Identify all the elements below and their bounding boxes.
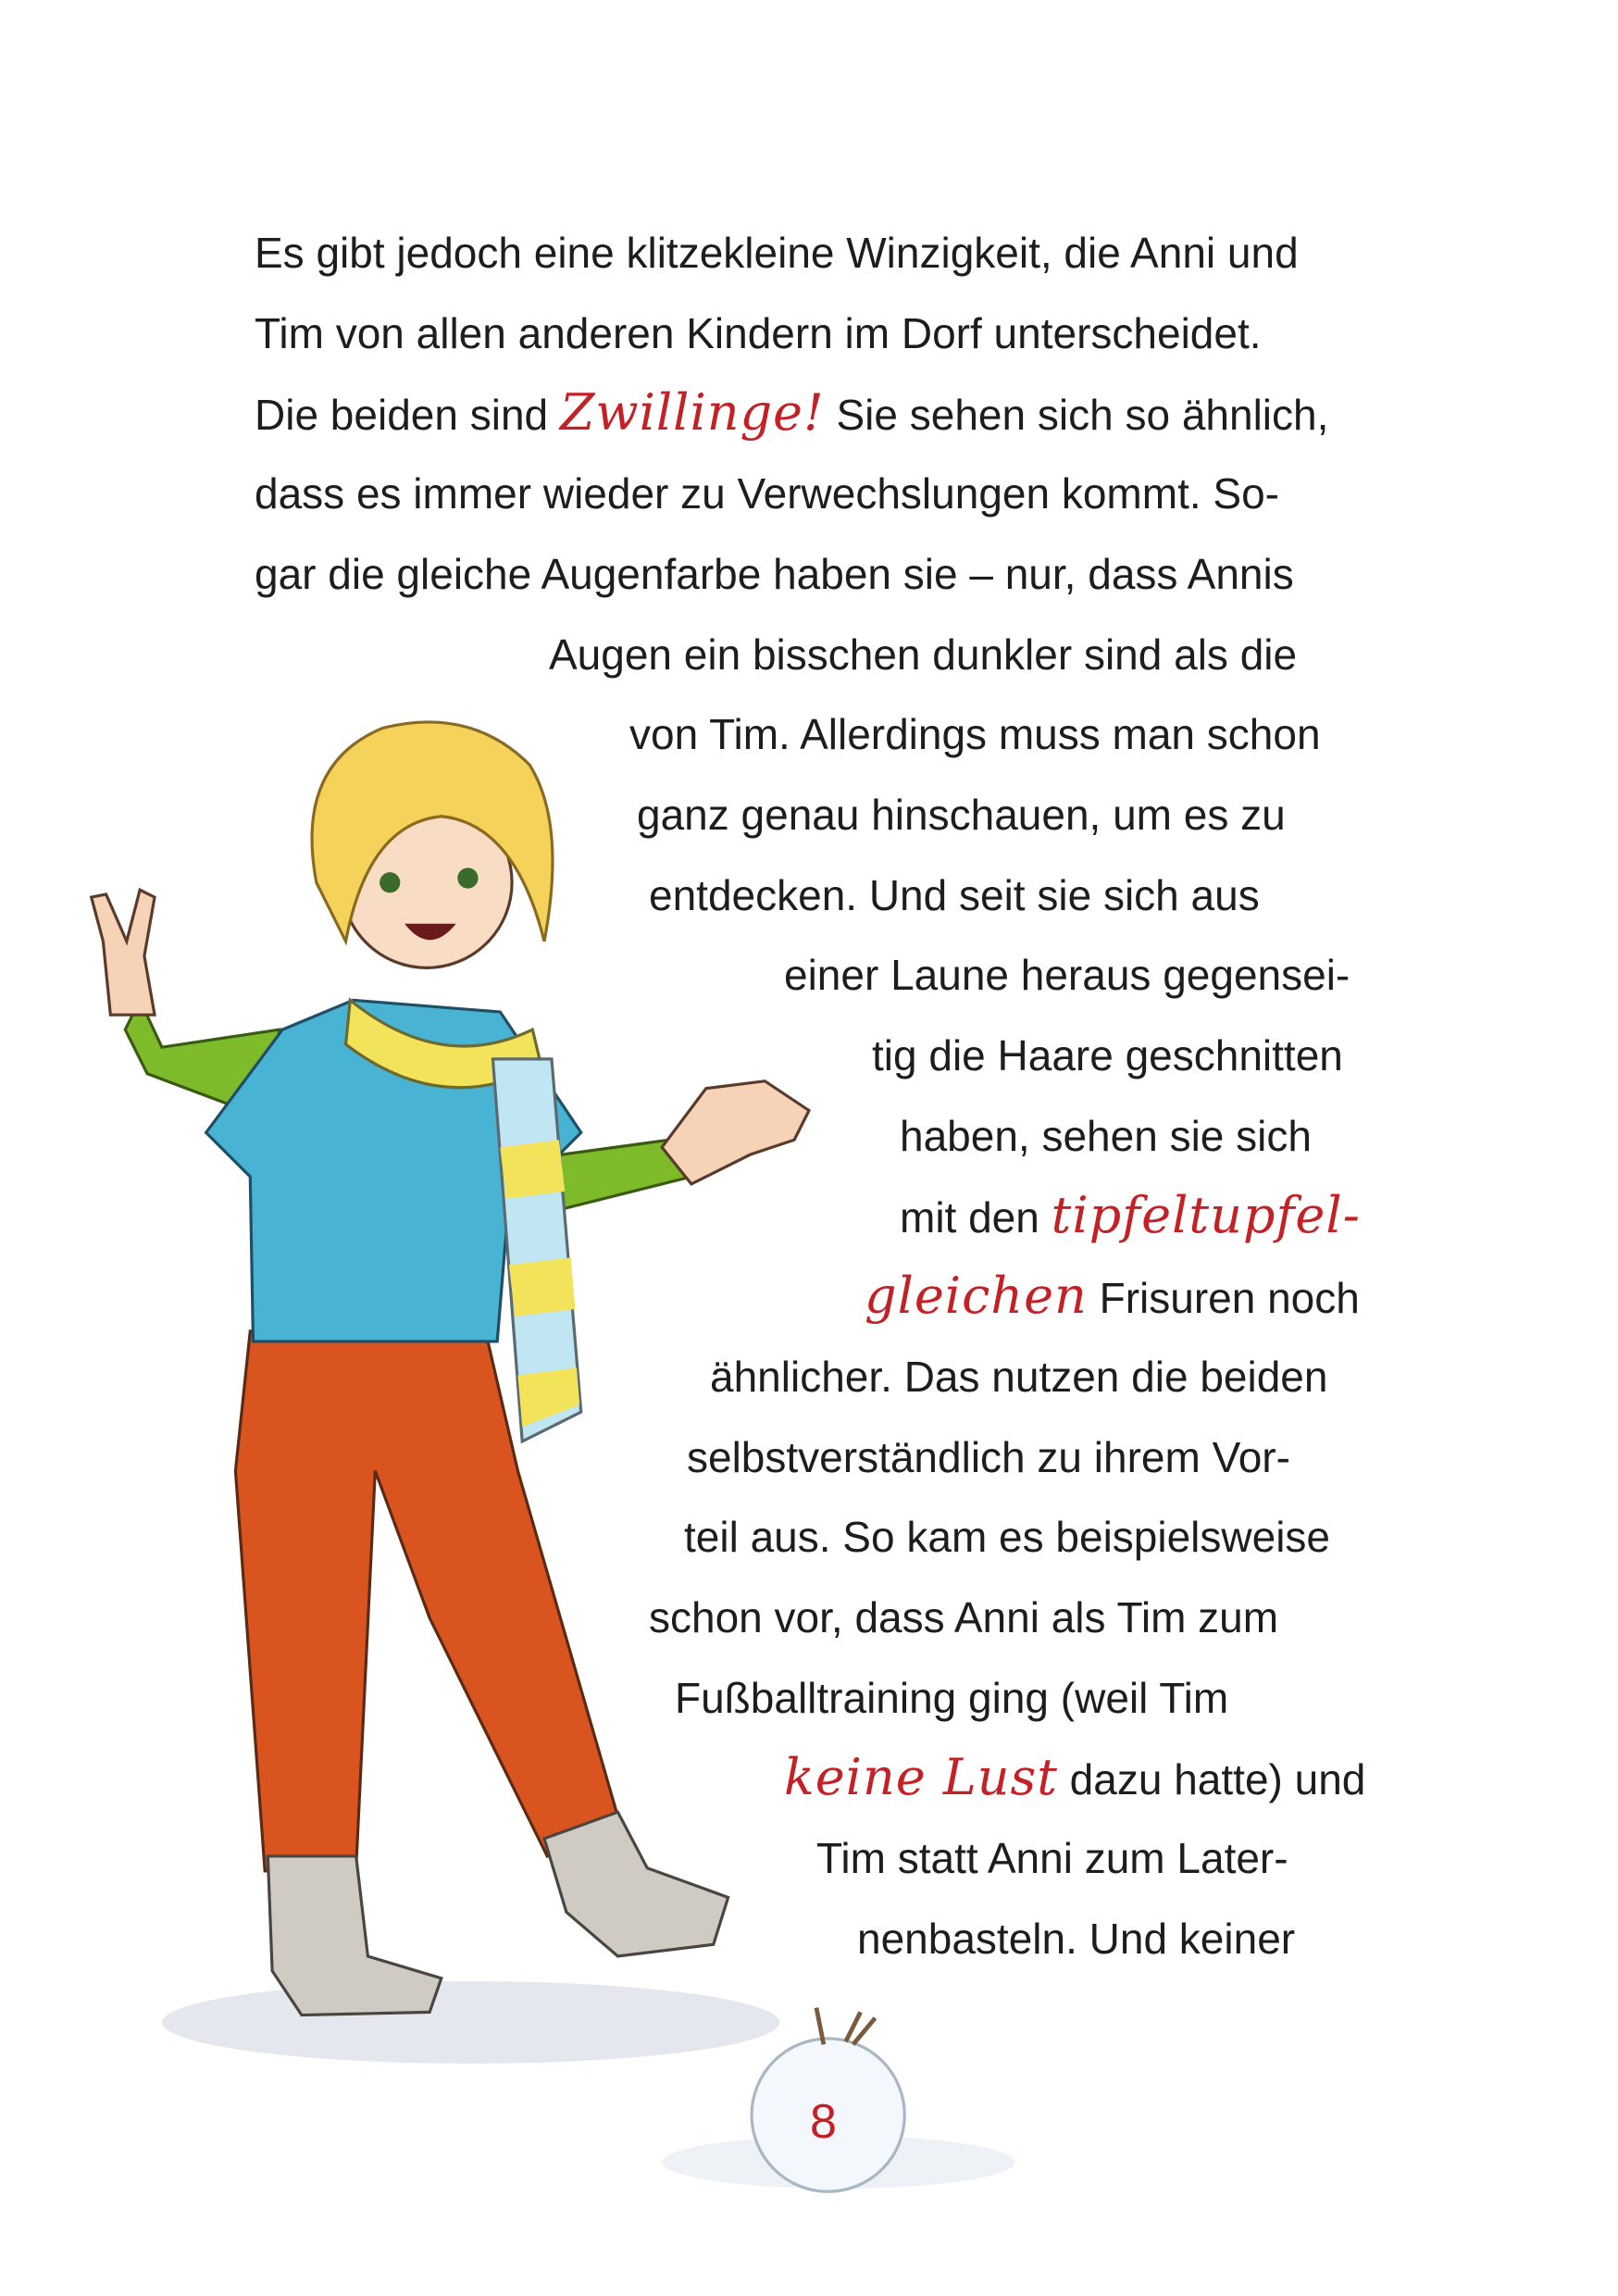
text-segment: dazu hatte) und bbox=[1057, 1755, 1366, 1804]
text-segment: Sie sehen sich so ähnlich, bbox=[824, 391, 1329, 440]
text-line bbox=[872, 1028, 1343, 1083]
highlighted-word: Zwillinge! bbox=[559, 383, 825, 443]
text-segment: Fußballtraining ging (weil Tim bbox=[675, 1673, 1229, 1722]
shadow bbox=[162, 1981, 779, 2064]
text-line bbox=[710, 1349, 1327, 1404]
text-segment: einer Laune heraus gegensei- bbox=[784, 951, 1350, 1000]
text-line bbox=[865, 1268, 1360, 1326]
text-segment: Es gibt jedoch eine klitzekleine Winzigkeit, die Anni und bbox=[255, 229, 1299, 277]
highlighted-word: tipfeltupfel- bbox=[1051, 1186, 1361, 1245]
page-number: 8 bbox=[810, 2095, 837, 2149]
text-segment: teil aus. So kam es beispielsweise bbox=[684, 1513, 1330, 1562]
text-segment: dass es immer wieder zu Verwechslungen kommt. So- bbox=[255, 469, 1279, 518]
text-segment: Tim von allen anderen Kindern im Dorf unterscheidet. bbox=[255, 308, 1262, 357]
text-line bbox=[255, 225, 1299, 281]
text-line bbox=[684, 1509, 1330, 1565]
text-segment: ganz genau hinschauen, um es zu bbox=[637, 790, 1286, 839]
text-line bbox=[255, 385, 1328, 443]
text-line bbox=[649, 1590, 1278, 1645]
text-line bbox=[255, 466, 1279, 521]
text-segment: mit den bbox=[900, 1193, 1052, 1242]
text-segment: haben, sehen sie sich bbox=[900, 1111, 1312, 1160]
text-segment: Frisuren noch bbox=[1087, 1274, 1360, 1323]
text-line bbox=[255, 546, 1294, 602]
text-line bbox=[900, 1188, 1361, 1245]
text-line bbox=[549, 627, 1297, 682]
text-line bbox=[255, 306, 1262, 361]
text-segment: selbstverständlich zu ihrem Vor- bbox=[687, 1432, 1290, 1481]
text-line bbox=[784, 1750, 1365, 1807]
text-segment: Die beiden sind bbox=[255, 391, 560, 440]
text-segment: entdecken. Und seit sie sich aus bbox=[649, 870, 1260, 919]
text-line bbox=[629, 706, 1321, 762]
text-segment: schon vor, dass Anni als Tim zum bbox=[649, 1592, 1279, 1641]
text-segment: tig die Haare geschnitten bbox=[872, 1031, 1343, 1079]
highlighted-word: gleichen bbox=[865, 1267, 1088, 1326]
text-segment: gar die gleiche Augenfarbe haben sie – nur, dass Annis bbox=[255, 549, 1294, 598]
text-line bbox=[857, 1911, 1295, 1966]
text-line bbox=[784, 947, 1350, 1003]
text-line bbox=[675, 1670, 1228, 1726]
highlighted-word: keine Lust bbox=[784, 1748, 1058, 1807]
text-segment: von Tim. Allerdings muss man schon bbox=[629, 710, 1321, 759]
text-segment: Tim statt Anni zum Later- bbox=[816, 1834, 1288, 1882]
text-segment: ähnlicher. Das nutzen die beiden bbox=[710, 1352, 1328, 1401]
text-line bbox=[816, 1830, 1288, 1886]
text-line bbox=[649, 867, 1260, 923]
text-line bbox=[900, 1108, 1312, 1164]
text-segment: Augen ein bisschen dunkler sind als die bbox=[549, 630, 1298, 679]
text-line bbox=[637, 787, 1286, 842]
text-line bbox=[687, 1429, 1290, 1485]
text-segment: nenbasteln. Und keiner bbox=[857, 1914, 1296, 1963]
